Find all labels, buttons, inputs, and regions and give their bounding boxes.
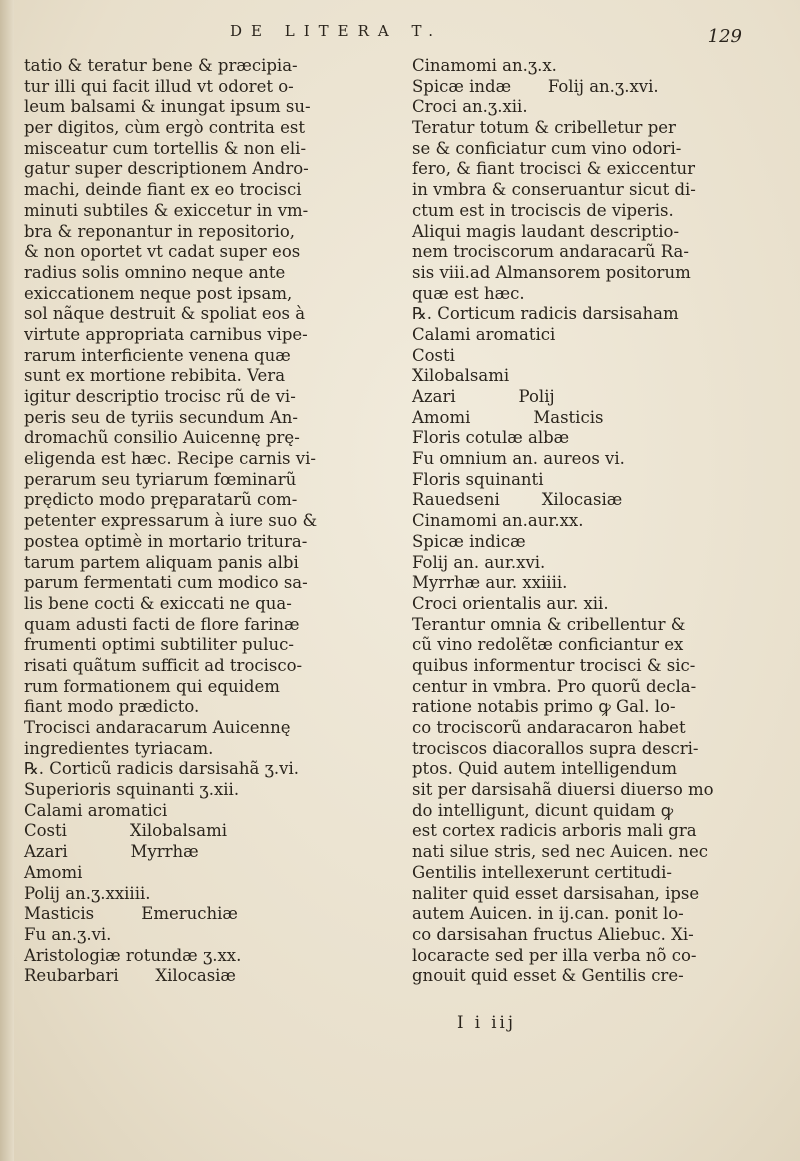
text-line: dromachũ consilio Auicennę prę- — [24, 428, 300, 448]
text-line: ctum est in trociscis de viperis. — [412, 200, 674, 220]
text-line: sit per darsisahã diuersi diuerso mo — [412, 780, 714, 800]
text-line: Trocisci andaracarum Auicennę — [24, 718, 291, 737]
text-line: Costi Xilobalsami — [24, 821, 228, 841]
text-line: ℞. Corticũ radicis darsisahã ʒ.vi. — [24, 759, 299, 779]
text-line: Superioris squinanti ʒ.xii. — [24, 780, 240, 800]
text-line: est cortex radicis arboris mali gra — [412, 821, 697, 841]
text-line: sis viii.ad Almansorem positorum — [412, 262, 691, 282]
text-line: postea optimè in mortario tritura- — [24, 531, 308, 551]
text-line: cũ vino redolẽtæ conficiantur ex — [412, 635, 684, 655]
text-line: quibus informentur trocisci & sic- — [412, 655, 696, 675]
text-line: exiccationem neque post ipsam, — [24, 283, 293, 303]
text-line: quæ est hæc. — [412, 283, 525, 303]
text-line: ratione notabis primo ꝙ Gal. lo- — [412, 697, 676, 717]
text-line: co trociscorũ andaracaron habet — [412, 718, 686, 737]
text-line: prędicto modo pręparatarũ com- — [24, 490, 298, 510]
running-head-text: DE LITERA T. — [230, 22, 443, 40]
text-line: Masticis Emeruchiæ — [24, 904, 238, 924]
text-line: fero, & fiant trocisci & exiccentur — [412, 159, 695, 179]
text-line: fiant modo prædicto. — [24, 697, 200, 717]
signature-mark: I i iij — [457, 1013, 516, 1032]
text-line: Terantur omnia & cribellentur & — [412, 614, 686, 634]
text-line: petenter expressarum à iure suo & — [24, 511, 318, 531]
text-line: parum fermentati cum modico sa- — [24, 573, 308, 593]
text-line: sol nãque destruit & spoliat eos à — [24, 304, 306, 324]
text-line: Folij an. aur.xvi. — [412, 552, 546, 572]
running-head — [230, 22, 750, 48]
text-line: misceatur cum tortellis & non eli- — [24, 138, 307, 158]
text-line: Azari Polij — [412, 387, 555, 406]
text-line: ingredientes tyriacam. — [24, 738, 214, 758]
text-line: Aristologiæ rotundæ ʒ.xx. — [24, 945, 242, 965]
text-line: rarum interficiente venena quæ — [24, 345, 291, 365]
text-line: Fu an.ʒ.vi. — [24, 924, 112, 944]
text-line: do intelligunt, dicunt quidam ꝙ — [412, 800, 674, 820]
text-line: ptos. Quid autem intelligendum — [412, 759, 677, 779]
right-column — [412, 56, 787, 987]
text-line: Cinamomi an.aur.xx. — [412, 511, 584, 531]
text-line: Xilobalsami — [412, 366, 510, 386]
text-line: frumenti optimi subtiliter puluc- — [24, 635, 294, 655]
text-line: Calami aromatici — [24, 800, 168, 820]
left-column — [24, 56, 384, 987]
text-line: Aliqui magis laudant descriptio- — [412, 221, 680, 241]
text-line: perarum seu tyriarum fœminarũ — [24, 469, 297, 489]
text-line: quam adusti facti de flore farinæ — [24, 614, 300, 634]
text-line: sunt ex mortione rebibita. Vera — [24, 366, 286, 386]
text-line: in vmbra & conseruantur sicut di- — [412, 180, 696, 200]
text-line: risati quãtum sufficit ad trocisco- — [24, 655, 303, 675]
text-line: centur in vmbra. Pro quorũ decla- — [412, 676, 697, 696]
page-number: 129 — [707, 26, 742, 47]
text-line: se & conficiatur cum vino odori- — [412, 138, 682, 158]
text-line: Costi — [412, 345, 455, 365]
text-line: & non oportet vt cadat super eos — [24, 242, 301, 262]
text-line: Polij an.ʒ.xxiiii. — [24, 883, 151, 903]
text-line: Gentilis intellexerunt certitudi- — [412, 862, 672, 882]
text-line: autem Auicen. in ij.can. ponit lo- — [412, 904, 684, 924]
text-line: nem trociscorum andaracarũ Ra- — [412, 242, 689, 262]
text-line: locaracte sed per illa verba nõ co- — [412, 945, 697, 965]
text-line: lis bene cocti & exiccati ne qua- — [24, 593, 292, 613]
text-line: Amomi Masticis — [412, 407, 604, 427]
text-line: virtute appropriata carnibus vipe- — [24, 324, 308, 344]
text-line: Amomi — [24, 862, 83, 882]
text-line: peris seu de tyriis secundum An- — [24, 407, 298, 427]
text-line: Floris squinanti — [412, 469, 544, 489]
text-line: Spicæ indicæ — [412, 531, 526, 551]
text-line: naliter quid esset darsisahan, ipse — [412, 883, 700, 903]
text-line: igitur descriptio trocisc rũ de vi- — [24, 387, 296, 406]
text-line: trociscos diacorallos supra descri- — [412, 738, 699, 758]
text-line: tarum partem aliquam panis albi — [24, 552, 299, 572]
text-line: minuti subtiles & exiccetur in vm- — [24, 200, 309, 220]
text-line: gnouit quid esset & Gentilis cre- — [412, 966, 684, 986]
text-line: Myrrhæ aur. xxiiii. — [412, 573, 568, 593]
text-line: Teratur totum & cribelletur per — [412, 118, 676, 138]
text-line: Calami aromatici — [412, 324, 556, 344]
text-line: rum formationem qui equidem — [24, 676, 280, 696]
text-line: Croci an.ʒ.xii. — [412, 97, 528, 117]
text-line: tur illi qui facit illud vt odoret o- — [24, 76, 294, 96]
text-line: ℞. Corticum radicis darsisaham — [412, 304, 679, 324]
text-line: Spicæ indæ Folij an.ʒ.xvi. — [412, 76, 659, 96]
text-line: Rauedseni Xilocasiæ — [412, 490, 623, 510]
binding-gutter — [0, 0, 14, 1161]
text-line: Cinamomi an.ʒ.x. — [412, 56, 557, 75]
text-line: Reubarbari Xilocasiæ — [24, 966, 236, 986]
text-line: Croci orientalis aur. xii. — [412, 593, 609, 613]
text-line: Floris cotulæ albæ — [412, 428, 570, 448]
text-line: gatur super descriptionem Andro- — [24, 159, 309, 179]
text-line: nati silue stris, sed nec Auicen. nec — [412, 842, 708, 862]
text-line: Fu omnium an. aureos vi. — [412, 449, 625, 469]
text-line: eligenda est hæc. Recipe carnis vi- — [24, 449, 316, 469]
text-line: bra & reponantur in repositorio, — [24, 221, 296, 241]
text-line: leum balsami & inungat ipsum su- — [24, 97, 311, 117]
text-line: radius solis omnino neque ante — [24, 262, 286, 282]
text-line: per digitos, cùm ergò contrita est — [24, 118, 305, 138]
text-line: tatio & teratur bene & præcipia- — [24, 56, 298, 75]
text-line: machi, deinde fiant ex eo trocisci — [24, 180, 302, 200]
text-line: co darsisahan fructus Aliebuc. Xi- — [412, 924, 694, 944]
text-line: Azari Myrrhæ — [24, 842, 199, 862]
